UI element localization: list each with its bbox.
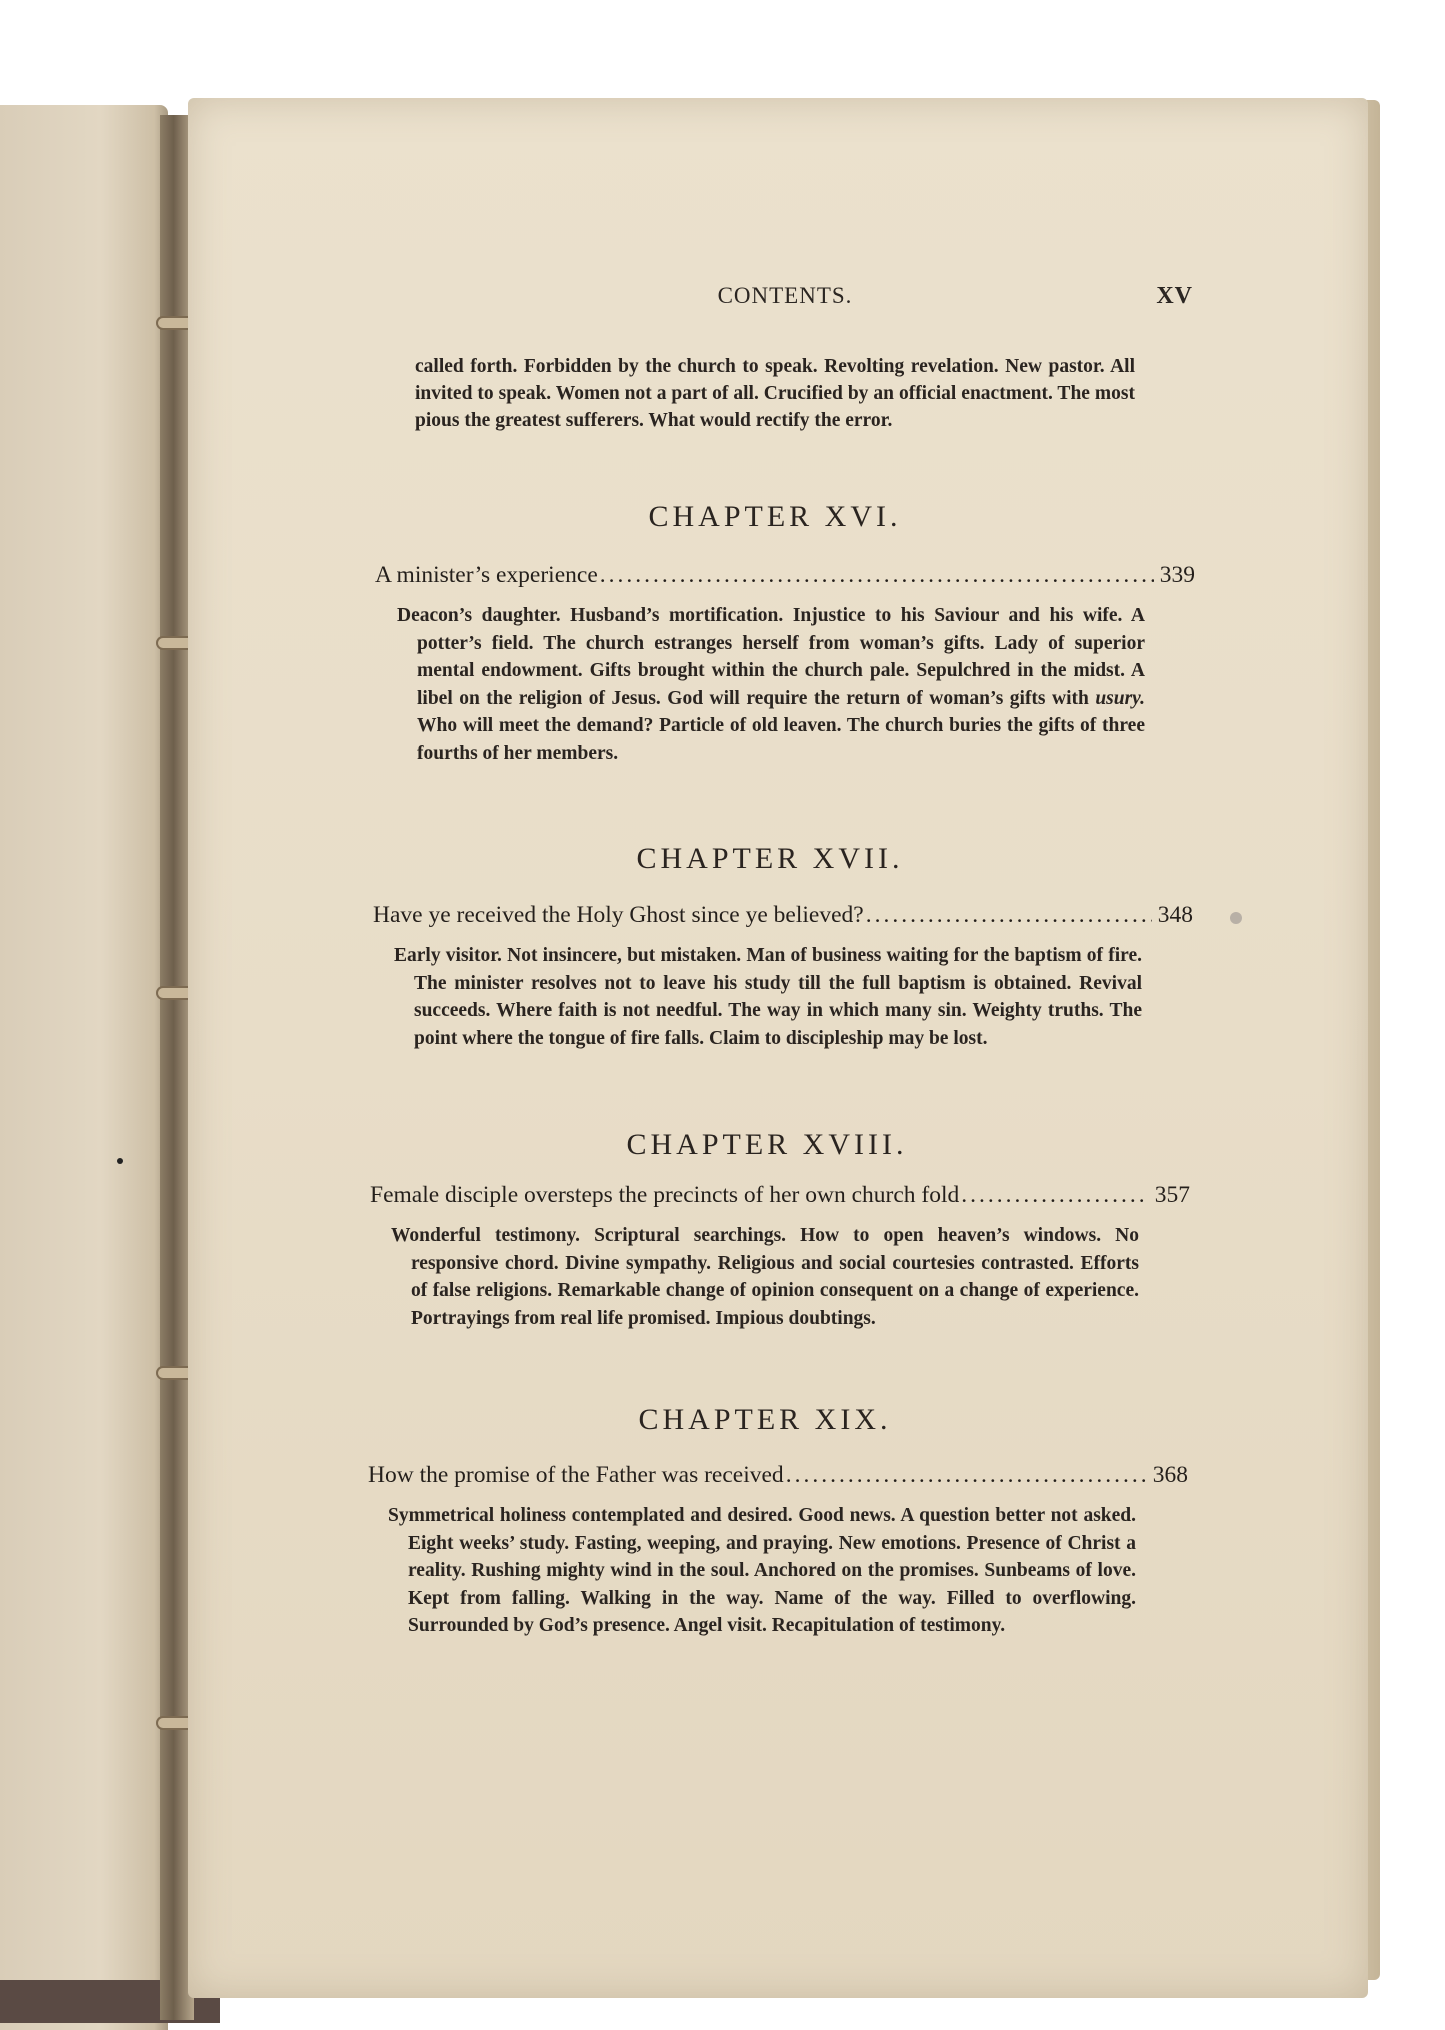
chapter-summary: Symmetrical holiness contemplated and desired. Good news. A question better not asked. Eight weeks’ study. Fasting, weeping, and praying. New emotions. Presence of Christ a reality. Rushing mighty wind in the soul. Anchored on the promises. Sunbeams of love. Kept from falling. Walking in the way. Name of the way. Filled to overflowing. Surrounded by God’s presence. Angel visit. Recapitulation of testimony.	[388, 1505, 1136, 1637]
leader-dots	[600, 562, 1154, 589]
entry-page-number: 348	[1157, 902, 1193, 928]
chapter-heading: CHAPTER XVIII.	[626, 1128, 908, 1161]
chapter-summary: Early visitor. Not insincere, but mistaken. Man of business waiting for the baptism of fire. The minister resolves not to leave his study till the full baptism is obtained. Revival succeeds. Where faith is not needful. The way in which many sin. Weighty truths. The point where the tongue of fire falls. Claim to discipleship may be lost.	[394, 945, 1142, 1049]
entry-title: How the promise of the Father was received	[368, 1462, 784, 1488]
entry-page-number: 357	[1154, 1182, 1190, 1208]
leader-dots	[961, 1182, 1148, 1209]
entry-page-number: 339	[1159, 562, 1195, 588]
chapter-heading: CHAPTER XVII.	[636, 842, 904, 875]
leader-dots	[786, 1462, 1147, 1489]
toc-entry	[370, 1182, 1190, 1212]
leader-dots	[866, 902, 1152, 929]
toc-entry	[375, 562, 1195, 592]
entry-page-number: 368	[1152, 1462, 1188, 1488]
chapter-heading: CHAPTER XVI.	[648, 500, 902, 533]
paper-blemish	[1230, 912, 1242, 924]
chapter-summary: Wonderful testimony. Scriptural searchings. How to open heaven’s windows. No responsive chord. Divine sympathy. Religious and social courtesies contrasted. Efforts of false religions. Remarkable change of opinion consequent on a change of experience. Portrayings from real life promised. Impious doubtings.	[391, 1225, 1139, 1329]
continued-summary: called forth. Forbidden by the church to speak. Revolting revelation. New pastor. All invited to speak. Women not a part of all. Crucified by an official enactment. The most pious the greatest sufferers. What would rectify the error.	[415, 356, 1135, 431]
toc-entry	[373, 902, 1193, 932]
summary-emphasis: usury.	[1095, 687, 1145, 709]
summary-text: Deacon’s daughter. Husband’s mortification. Injustice to his Saviour and his wife. A potter’s field. The church estranges herself from woman’s gifts. Lady of superior mental endowment. Gifts brought within the church pale. Sepulchred in the midst. A libel on the religion of Jesus. God will require the return of woman’s gifts with	[397, 605, 1145, 709]
entry-title: Female disciple oversteps the precincts of her own church fold	[370, 1182, 960, 1208]
entry-title: Have ye received the Holy Ghost since ye believed?	[373, 902, 864, 928]
chapter-summary	[397, 602, 1145, 768]
page-header	[380, 283, 1193, 313]
entry-title: A minister’s experience	[375, 562, 598, 588]
chapter-heading: CHAPTER XIX.	[638, 1403, 892, 1436]
toc-entry	[368, 1462, 1188, 1492]
page-number: XV	[1156, 283, 1193, 309]
ink-spot	[117, 1158, 123, 1164]
previous-page-leaf	[0, 105, 168, 2030]
running-head: CONTENTS.	[717, 283, 853, 308]
summary-text: Who will meet the demand? Particle of old leaven. The church buries the gifts of three fourths of her members.	[417, 715, 1145, 764]
